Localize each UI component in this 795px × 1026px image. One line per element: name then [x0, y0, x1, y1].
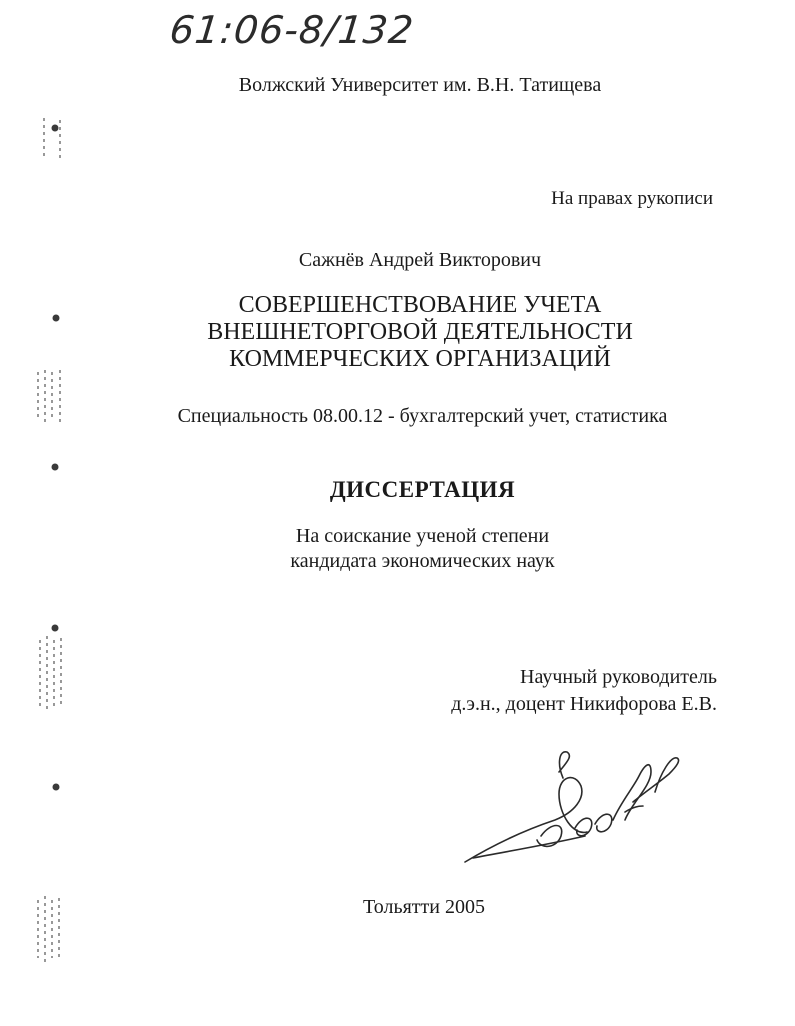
supervisor-role: Научный руководитель — [520, 666, 717, 688]
manuscript-note: На правах рукописи — [551, 188, 713, 209]
supervisor-name: д.э.н., доцент Никифорова Е.В. — [451, 693, 717, 715]
degree-line: кандидата экономических наук — [290, 550, 555, 572]
university-name: Волжский Университет им. В.Н. Татищева — [238, 74, 602, 96]
degree-statement — [0, 524, 795, 574]
scan-margin-marks — [0, 0, 80, 1026]
title-line: СОВЕРШЕНСТВОВАНИЕ УЧЕТА — [238, 292, 602, 318]
handwritten-signature — [455, 732, 685, 872]
title-line: ВНЕШНЕТОРГОВОЙ ДЕЯТЕЛЬНОСТИ — [207, 319, 633, 345]
author-name: Сажнёв Андрей Викторович — [298, 249, 542, 271]
document-type: ДИССЕРТАЦИЯ — [329, 477, 516, 502]
supervisor-block — [0, 664, 717, 718]
title-line: КОММЕРЧЕСКИХ ОРГАНИЗАЦИЙ — [229, 346, 611, 372]
city-year: Тольятти 2005 — [363, 896, 485, 918]
dissertation-title — [0, 292, 795, 373]
degree-line: На соискание ученой степени — [295, 525, 550, 547]
archive-code-handwritten: 61:06-8/132 — [167, 8, 417, 52]
specialty-line: Специальность 08.00.12 - бухгалтерский учет, статистика — [177, 405, 668, 427]
